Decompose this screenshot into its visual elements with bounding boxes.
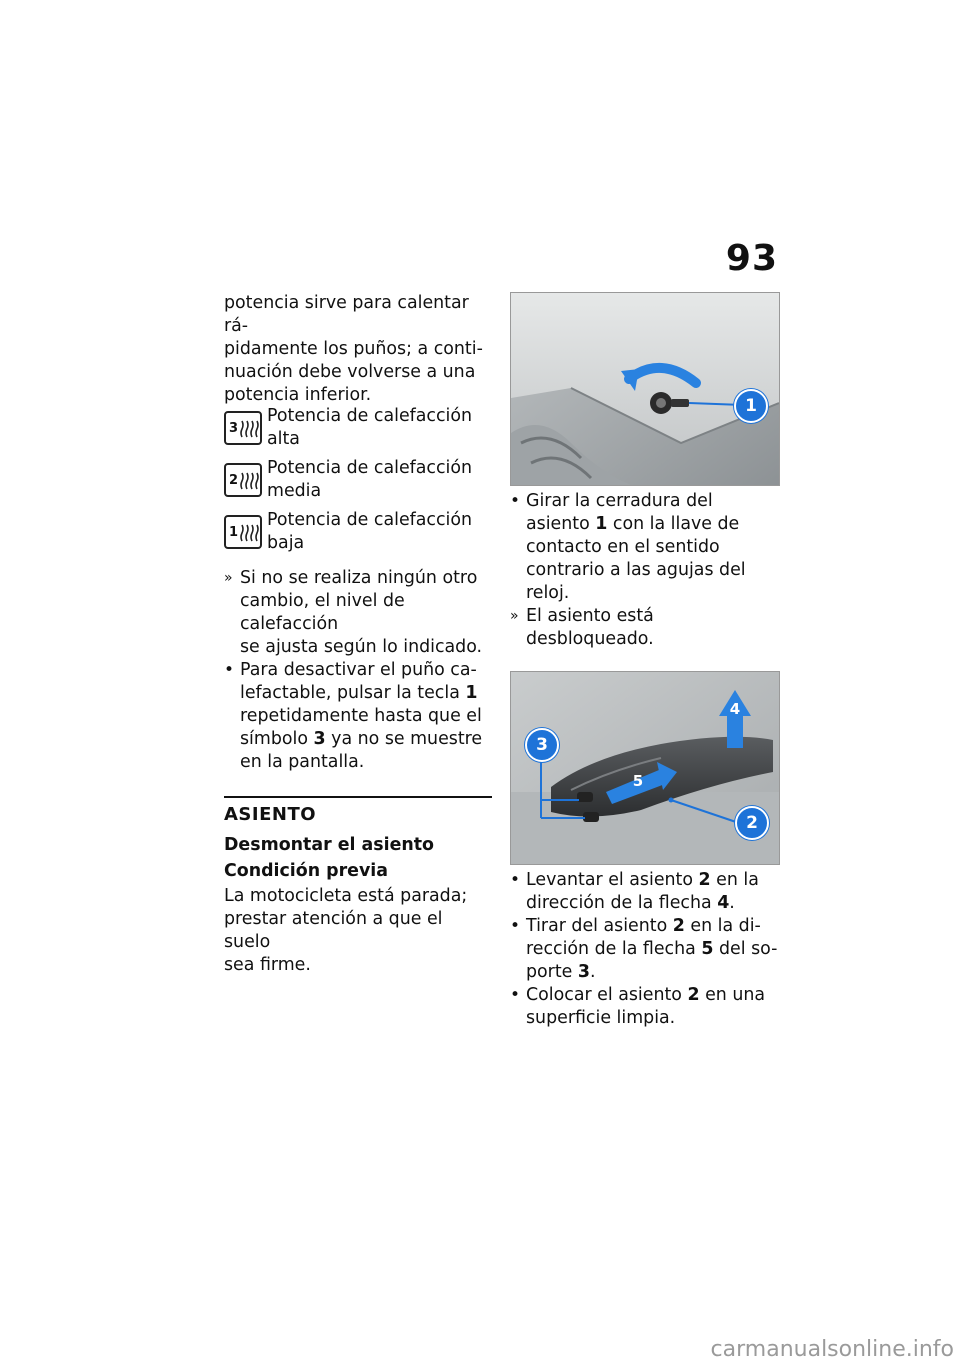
step-item	[510, 869, 782, 915]
intro-line: potencia sirve para calentar rá-	[224, 293, 469, 336]
right-column	[510, 292, 782, 1030]
heat-level-label: Potencia de calefacción	[267, 458, 473, 478]
result-marker: »	[224, 570, 233, 586]
heat-level-low	[224, 511, 494, 563]
step-line: asiento 1 con la llave de	[526, 514, 740, 534]
callout-support: 3	[525, 728, 559, 762]
step-line: Para desactivar el puño ca-	[240, 660, 477, 680]
heated-grip-level-3-icon: 3	[224, 411, 262, 445]
heat-level-value: alta	[267, 429, 300, 449]
step-line: lefactable, pulsar la tecla 1	[240, 683, 478, 703]
seat-lock-illustration	[511, 293, 779, 485]
result-item	[510, 605, 782, 651]
heat-level-label: Potencia de calefacción	[267, 510, 473, 530]
result-line: Si no se realiza ningún otro	[240, 568, 478, 588]
arrow-ref: 5	[701, 939, 714, 959]
result-marker: »	[510, 608, 519, 624]
result-line: cambio, el nivel de calefacción	[240, 591, 405, 634]
heated-grip-level-2-icon: 2	[224, 463, 262, 497]
bullet-marker: •	[510, 916, 521, 936]
heat-level-value: baja	[267, 533, 305, 553]
bullet-marker: •	[224, 660, 235, 680]
watermark: carmanualsonline.info	[710, 1337, 954, 1362]
heat-level-value: media	[267, 481, 322, 501]
step-line: dirección de la flecha 4.	[526, 893, 735, 913]
callout-arrow-back: 5	[632, 772, 644, 790]
step-line: rección de la flecha 5 del so-	[526, 939, 778, 959]
callout-seat: 2	[735, 806, 769, 840]
step-line: contrario a las agujas del reloj.	[526, 560, 746, 603]
left-column	[224, 292, 494, 977]
step-item	[224, 659, 494, 774]
intro-line: potencia inferior.	[224, 385, 372, 405]
precondition-line: sea firme.	[224, 955, 311, 975]
seat-lock-figure	[510, 292, 780, 486]
arrow-ref: 4	[717, 893, 730, 913]
callout-lock: 1	[734, 389, 768, 423]
step-line: en la pantalla.	[240, 752, 365, 772]
section-title: ASIENTO	[224, 804, 317, 825]
step-line: Colocar el asiento 2 en una	[526, 985, 766, 1005]
precondition-title: Condición previa	[224, 861, 389, 881]
step-item	[510, 984, 782, 1030]
page-number: 93	[725, 238, 778, 279]
step-line: Tirar del asiento 2 en la di-	[526, 916, 761, 936]
part-ref: 2	[672, 916, 685, 936]
step-line: contacto en el sentido	[526, 537, 720, 557]
seat-removal-figure	[510, 671, 780, 865]
result-line: se ajusta según lo indicado.	[240, 637, 483, 657]
precondition-line: La motocicleta está parada;	[224, 886, 468, 906]
step-line: repetidamente hasta que el	[240, 706, 482, 726]
step-item	[510, 915, 782, 984]
intro-line: pidamente los puños; a conti-	[224, 339, 483, 359]
step-line: superficie limpia.	[526, 1008, 676, 1028]
bullet-marker: •	[510, 985, 521, 1005]
heat-level-label: Potencia de calefacción	[267, 406, 473, 426]
callout-arrow-up: 4	[729, 700, 741, 718]
step-line: Levantar el asiento 2 en la	[526, 870, 759, 890]
step-line: porte 3.	[526, 962, 596, 982]
precondition-line: prestar atención a que el suelo	[224, 909, 443, 952]
heat-level-medium	[224, 459, 494, 511]
heat-level-high	[224, 407, 494, 459]
part-ref: 3	[577, 962, 590, 982]
heated-grip-level-1-icon: 1	[224, 515, 262, 549]
step-item	[510, 490, 782, 605]
result-item	[224, 567, 494, 659]
section-divider	[224, 796, 492, 798]
symbol-ref: 3	[313, 729, 326, 749]
step-line: símbolo 3 ya no se muestre	[240, 729, 483, 749]
bullet-marker: •	[510, 491, 521, 511]
intro-line: nuación debe volverse a una	[224, 362, 476, 382]
key-ref: 1	[465, 683, 478, 703]
bullet-marker: •	[510, 870, 521, 890]
step-line: Girar la cerradura del	[526, 491, 713, 511]
result-line: El asiento está desbloqueado.	[526, 606, 654, 649]
part-ref: 2	[687, 985, 700, 1005]
part-ref: 1	[595, 514, 608, 534]
part-ref: 2	[698, 870, 711, 890]
subsection-title: Desmontar el asiento	[224, 835, 435, 855]
